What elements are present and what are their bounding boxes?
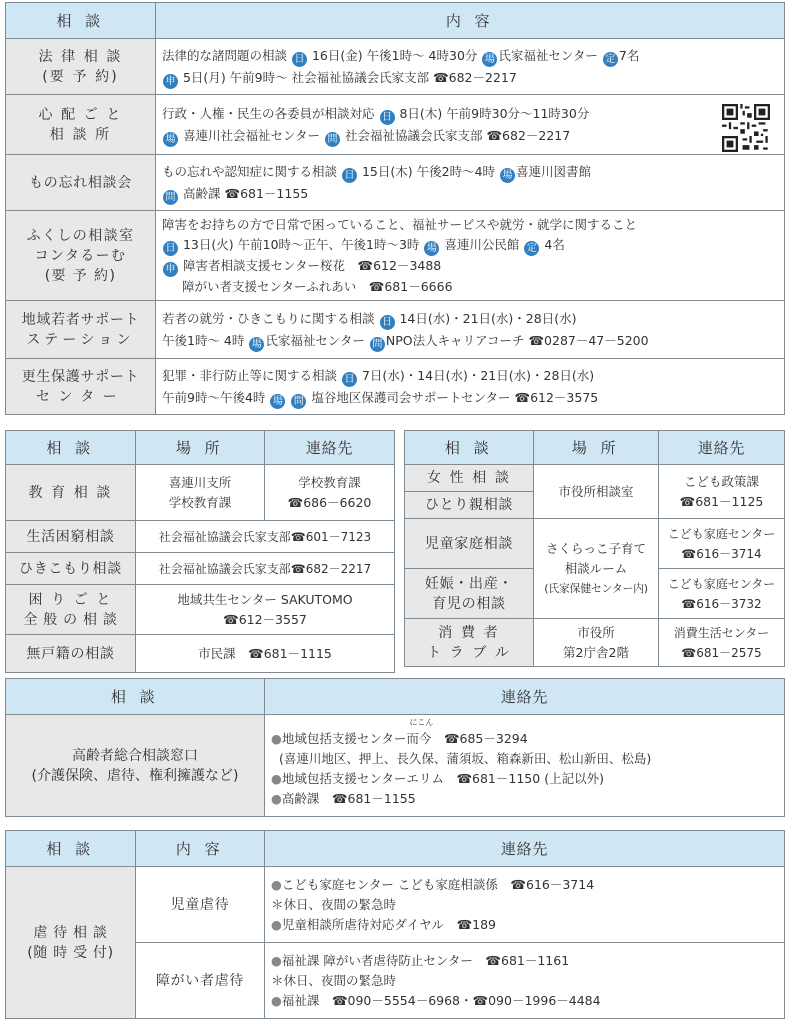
place-icon: 場 (482, 52, 497, 67)
contact-pregnancy: こども家庭センター ☎616－3732 (659, 569, 785, 619)
header-place: 場 所 (136, 431, 265, 465)
header-consult: 相 談 (6, 431, 136, 465)
contact-icon: 問 (163, 190, 178, 205)
phone-icon: ☎ (248, 645, 264, 661)
label-single-parent: ひとり親相談 (405, 492, 534, 519)
phone-icon: ☎ (681, 546, 697, 561)
qr-code-icon[interactable] (722, 104, 770, 152)
kind-disability-abuse: 障がい者虐待 (136, 943, 265, 1019)
phone-icon: ☎ (681, 596, 697, 611)
place-icon: 場 (500, 168, 515, 183)
label-pregnancy: 妊娠・出産・ 育児の相談 (405, 569, 534, 619)
phone-icon: ☎ (223, 611, 239, 627)
consult-table-right (404, 430, 785, 667)
date-icon: 日 (292, 52, 307, 67)
phone-icon: ☎ (510, 876, 526, 892)
contact-consumer: 消費生活センター ☎681－2575 (659, 619, 785, 667)
label-legal: 法 律 相 談 (要 予 約) (6, 39, 156, 95)
label-worry: 心 配 ご と 相 談 所 (6, 95, 156, 155)
label-welfare-room: ふくしの相談室 コンタるーむ (要 予 約) (6, 211, 156, 301)
ruby-nikon: にこん (409, 717, 434, 727)
date-icon: 日 (380, 110, 395, 125)
date-icon: 日 (380, 315, 395, 330)
label-abuse: 虐 待 相 談 (随 時 受 付) (6, 867, 136, 1019)
contact-women: こども政策課 ☎681－1125 (659, 465, 785, 519)
phone-icon: ☎ (679, 493, 696, 509)
content-child-abuse: ●こども家庭センター こども家庭相談係 ☎616－3714 ＊休日、夜間の緊急時 ●児童相談所虐待対応ダイヤル ☎189 (265, 867, 785, 943)
contact-child-family: こども家庭センター ☎616－3714 (659, 519, 785, 569)
phone-icon: ☎ (357, 257, 374, 273)
place-sakurakko: さくらっこ子育て 相談ルーム (氏家保健センター内) (534, 519, 659, 619)
place-consumer: 市役所 第2庁舎2階 (534, 619, 659, 667)
contact-poverty: 社会福祉協議会氏家支部☎601－7123 (136, 521, 395, 553)
phone-icon: ☎ (331, 790, 348, 806)
content-elderly: ●地域包括支援センター而今 にこん ☎685－3294 (喜連川地区、押上、長久保、蒲須坂、箱森新田、松山新田、松島) ●地域包括支援センターエリム ☎681－1150 (上記以外) ●高齢課 ☎681－1155 (265, 715, 785, 817)
phone-icon: ☎ (514, 389, 531, 405)
contact-education: 学校教育課 ☎686－6620 (265, 465, 395, 521)
phone-icon: ☎ (472, 992, 489, 1008)
phone-icon: ☎ (456, 916, 473, 932)
phone-icon: ☎ (528, 332, 545, 348)
content-welfare-room: 障害をお持ちの方で日常で困っていること、福祉サービスや就労・就学に関すること 日 13日(火) 午前10時～正午、午後1時～3時 場 喜連川公民館 定 4名 申 障害者相談支援センター桜花 ☎612－3488 障がい者支援センターふれあい ☎681－6666 (156, 211, 785, 301)
label-rehab: 更生保護サポート センター (6, 359, 156, 415)
contact-icon: 問 (370, 337, 385, 352)
label-hikikomori: ひきこもり相談 (6, 553, 136, 585)
header-consult: 相 談 (6, 679, 265, 715)
header-contact: 連絡先 (265, 679, 785, 715)
content-rehab: 犯罪・非行防止等に関する相談 日 7日(水)・14日(水)・21日(水)・28日(水) 午前9時～午後4時 場 問 塩谷地区保護司会サポートセンター ☎612－3575 (156, 359, 785, 415)
place-icon: 場 (249, 337, 264, 352)
phone-icon: ☎ (485, 952, 501, 968)
capacity-icon: 定 (524, 241, 539, 256)
phone-icon: ☎ (331, 992, 348, 1008)
label-elderly: 高齢者総合相談窓口 (介護保険、虐待、権利擁護など) (6, 715, 265, 817)
phone-icon: ☎ (486, 127, 503, 143)
label-education: 教 育 相 談 (6, 465, 136, 521)
phone-icon: ☎ (290, 529, 306, 544)
label-women: 女 性 相 談 (405, 465, 534, 492)
phone-icon: ☎ (456, 770, 473, 786)
header-content: 内 容 (136, 831, 265, 867)
contact-icon: 問 (325, 132, 340, 147)
label-consumer: 消 費 者 ト ラ ブ ル (405, 619, 534, 667)
header-content: 内 容 (156, 3, 785, 39)
label-poverty: 生活困窮相談 (6, 521, 136, 553)
place-education: 喜連川支所 学校教育課 (136, 465, 265, 521)
contact-general: 地域共生センター SAKUTOMO ☎612－3557 (136, 585, 395, 635)
consult-table-left (5, 430, 395, 673)
content-legal: 法律的な諸問題の相談 日 16日(金) 午後1時～ 4時30分 場 氏家福祉センター 定 7名 申 5日(月) 午前9時～ 社会福祉協議会氏家支部 ☎682－2217 (156, 39, 785, 95)
header-place: 場 所 (534, 431, 659, 465)
label-child-family: 児童家庭相談 (405, 519, 534, 569)
consult-table-main (5, 2, 785, 415)
phone-icon: ☎ (224, 185, 241, 201)
date-icon: 日 (342, 168, 357, 183)
header-consult: 相 談 (6, 3, 156, 39)
contact-no-registry: 市民課 ☎681－1115 (136, 635, 395, 673)
kind-child-abuse: 児童虐待 (136, 867, 265, 943)
content-memory: もの忘れや認知症に関する相談 日 15日(木) 午後2時～4時 場 喜連川図書館 問 高齢課 ☎681－1155 (156, 155, 785, 211)
header-contact: 連絡先 (659, 431, 785, 465)
label-memory: もの忘れ相談会 (6, 155, 156, 211)
place-women: 市役所相談室 (534, 465, 659, 519)
phone-icon: ☎ (287, 494, 304, 510)
label-no-registry: 無戸籍の相談 (6, 635, 136, 673)
apply-icon: 申 (163, 74, 178, 89)
capacity-icon: 定 (603, 52, 618, 67)
content-worry: 行政・人権・民生の各委員が相談対応 日 8日(木) 午前9時30分～11時30分 場 喜連川社会福祉センター 問 社会福祉協議会氏家支部 ☎682－2217 (156, 95, 785, 155)
phone-icon: ☎ (368, 278, 385, 294)
consult-table-abuse (5, 830, 785, 1019)
content-disability-abuse: ●福祉課 障がい者虐待防止センター ☎681－1161 ＊休日、夜間の緊急時 ●福祉課 ☎090－5554－6968・☎090－1996－4484 (265, 943, 785, 1019)
phone-icon: ☎ (681, 645, 697, 660)
place-icon: 場 (270, 394, 285, 409)
header-contact: 連絡先 (265, 431, 395, 465)
contact-icon: 問 (291, 394, 306, 409)
place-icon: 場 (424, 241, 439, 256)
header-consult: 相 談 (6, 831, 136, 867)
content-youth: 若者の就労・ひきこもりに関する相談 日 14日(水)・21日(水)・28日(水) 午後1時～ 4時 場 氏家福祉センター 問 NPO法人キャリアコーチ ☎0287－47－5200 (156, 301, 785, 359)
date-icon: 日 (342, 372, 357, 387)
label-youth: 地域若者サポート ステーション (6, 301, 156, 359)
header-contact: 連絡先 (265, 831, 785, 867)
place-icon: 場 (163, 132, 178, 147)
header-consult: 相 談 (405, 431, 534, 465)
phone-icon: ☎ (433, 69, 449, 85)
apply-icon: 申 (163, 262, 178, 277)
phone-icon: ☎ (443, 730, 460, 746)
contact-hikikomori: 社会福祉協議会氏家支部☎682－2217 (136, 553, 395, 585)
label-general: 困 り ご と 全 般 の 相 談 (6, 585, 136, 635)
date-icon: 日 (163, 241, 178, 256)
phone-icon: ☎ (290, 561, 306, 576)
consult-table-elderly (5, 678, 785, 817)
